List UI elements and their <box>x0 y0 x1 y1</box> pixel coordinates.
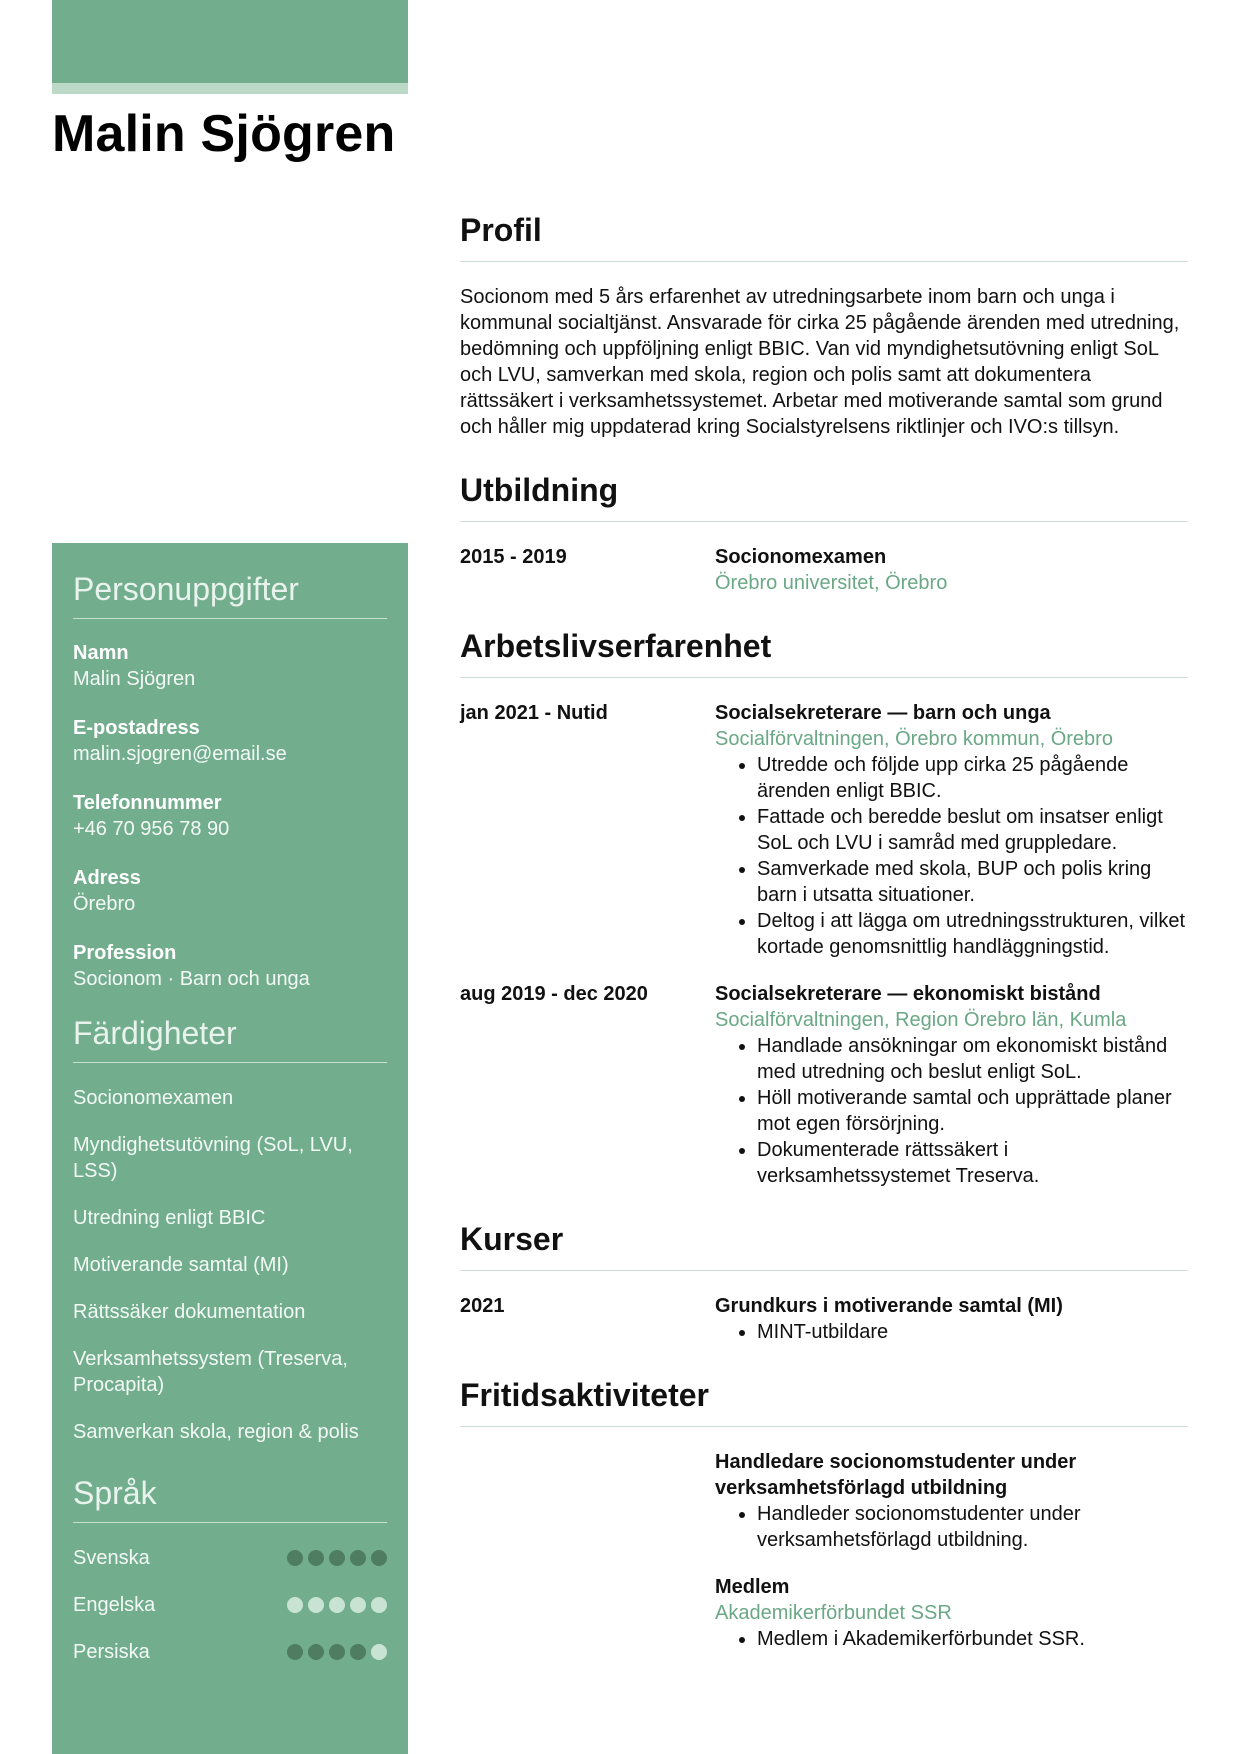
bullet-item: • Samverkade med skola, BUP och polis kring barn i utsatta situationer. <box>757 856 1188 908</box>
experience-section <box>460 628 1188 1189</box>
skill-item: Rättssäker dokumentation <box>73 1301 306 1323</box>
entry-content <box>715 700 1188 960</box>
personal-info-label: E-postadress <box>73 717 200 739</box>
personal-info-heading: Personuppgifter <box>73 571 387 619</box>
main-content <box>460 212 1188 1684</box>
entry <box>460 544 1188 596</box>
personal-info-email <box>73 715 387 767</box>
personal-info-list <box>73 640 387 992</box>
personal-info-label: Adress <box>73 867 141 889</box>
entry-subtitle: Socialförvaltningen, Region Örebro län, Kumla <box>715 1009 1127 1031</box>
skill-item: Samverkan skola, region & polis <box>73 1421 359 1443</box>
entry-bullets <box>715 1033 1188 1189</box>
bullet-item: • Handlade ansökningar om ekonomiskt bistånd med utredning och beslut enligt SoL. <box>757 1033 1188 1085</box>
language-row <box>73 1545 387 1571</box>
experience-entries <box>460 700 1188 1189</box>
section-title: Arbetslivserfarenhet <box>460 628 1188 678</box>
activities-section <box>460 1377 1188 1652</box>
bullet-item: • Handleder socionomstudenter under verksamhetsförlagd utbildning. <box>757 1501 1188 1553</box>
entry-date: 2021 <box>460 1295 505 1317</box>
entry-date: jan 2021 - Nutid <box>460 702 608 724</box>
profession-value: Socionom · Barn och unga <box>73 968 310 990</box>
entry-title: Grundkurs i motiverande samtal (MI) <box>715 1295 1063 1317</box>
email-link[interactable]: malin.sjogren@email.se <box>73 743 287 765</box>
section-title: Fritidsaktiviteter <box>460 1377 1188 1427</box>
entry-date: 2015 - 2019 <box>460 546 567 568</box>
entry-bullets <box>715 1319 1188 1345</box>
entry-content <box>715 1574 1188 1652</box>
bullet-item: • Höll motiverande samtal och upprättade planer mot egen försörjning. <box>757 1085 1188 1137</box>
personal-info-profession <box>73 940 387 992</box>
entry-subtitle: Akademikerförbundet SSR <box>715 1602 952 1624</box>
language-name: Svenska <box>73 1546 150 1569</box>
skill-item: Verksamhetssystem (Treserva, Procapita) <box>73 1348 348 1396</box>
level-dot <box>308 1644 324 1660</box>
entry-subtitle: Örebro universitet, Örebro <box>715 572 948 594</box>
entry-title: Handledare socionomstudenter under verksamhetsförlagd utbildning <box>715 1451 1077 1499</box>
level-dot <box>350 1597 366 1613</box>
entry-title: Socialsekreterare — ekonomiskt bistånd <box>715 983 1101 1005</box>
entry <box>460 1574 1188 1652</box>
entry-bullets <box>715 752 1188 960</box>
header-accent-strip <box>52 83 408 94</box>
personal-info-name <box>73 640 387 692</box>
language-level-dots <box>287 1597 387 1613</box>
skill-item: Socionomexamen <box>73 1087 234 1109</box>
bullet-item: • Medlem i Akademikerförbundet SSR. <box>757 1626 1188 1652</box>
entry-date <box>460 1449 715 1553</box>
skill-item: Myndighetsutövning (SoL, LVU, LSS) <box>73 1134 353 1182</box>
language-row <box>73 1639 387 1665</box>
skills-list <box>73 1085 387 1445</box>
level-dot <box>371 1644 387 1660</box>
personal-info-label: Telefonnummer <box>73 792 222 814</box>
bullet-item: • Dokumenterade rättssäkert i verksamhetssystemet Treserva. <box>757 1137 1188 1189</box>
level-dot <box>308 1597 324 1613</box>
language-row <box>73 1592 387 1618</box>
entry-bullets <box>715 1626 1188 1652</box>
skills-heading: Färdigheter <box>73 1015 387 1063</box>
languages-list <box>73 1545 387 1665</box>
education-entries <box>460 544 1188 596</box>
language-name: Persiska <box>73 1640 150 1663</box>
level-dot <box>329 1597 345 1613</box>
level-dot <box>350 1644 366 1660</box>
entry-content <box>715 544 1188 596</box>
candidate-name: Malin Sjögren <box>52 105 396 163</box>
language-level-dots <box>287 1550 387 1566</box>
courses-entries <box>460 1293 1188 1345</box>
level-dot <box>350 1550 366 1566</box>
entry <box>460 1449 1188 1553</box>
header-accent-bar <box>52 0 408 83</box>
section-title: Kurser <box>460 1221 1188 1271</box>
section-title: Profil <box>460 212 1188 262</box>
personal-info-label: Namn <box>73 642 129 664</box>
bullet-item: • MINT-utbildare <box>757 1319 1188 1345</box>
personal-info-phone <box>73 790 387 842</box>
entry-content <box>715 1449 1188 1553</box>
courses-section <box>460 1221 1188 1345</box>
level-dot <box>308 1550 324 1566</box>
bullet-item: • Utredde och följde upp cirka 25 pågående ärenden enligt BBIC. <box>757 752 1188 804</box>
skill-item: Motiverande samtal (MI) <box>73 1254 289 1276</box>
skill-item: Utredning enligt BBIC <box>73 1207 266 1229</box>
language-level-dots <box>287 1644 387 1660</box>
entry <box>460 1293 1188 1345</box>
entry-subtitle: Socialförvaltningen, Örebro kommun, Örebro <box>715 728 1113 750</box>
level-dot <box>287 1644 303 1660</box>
personal-info-address <box>73 865 387 917</box>
entry-title: Socionomexamen <box>715 546 887 568</box>
entry-bullets <box>715 1501 1188 1553</box>
language-name: Engelska <box>73 1593 156 1616</box>
bullet-item: • Deltog i att lägga om utredningsstrukturen, vilket kortade genomsnittlig handläggningstid. <box>757 908 1188 960</box>
phone-value: +46 70 956 78 90 <box>73 818 230 840</box>
personal-info-value: Malin Sjögren <box>73 668 196 690</box>
entry-date <box>460 1574 715 1652</box>
level-dot <box>287 1597 303 1613</box>
activities-entries <box>460 1449 1188 1652</box>
entry <box>460 981 1188 1189</box>
level-dot <box>287 1550 303 1566</box>
profile-section <box>460 212 1188 440</box>
entry-content <box>715 1293 1188 1345</box>
entry-title: Medlem <box>715 1576 790 1598</box>
entry-date: aug 2019 - dec 2020 <box>460 983 648 1005</box>
profile-text: Socionom med 5 års erfarenhet av utredningsarbete inom barn och unga i kommunal socialtjänst. Ansvarade för cirka 25 pågående ärenden med utredning, bedömning och uppföljning enligt BBIC. Van vid myndighetsutövning enligt SoL och LVU, samverkan med skola, region och polis samt att dokumentera rättssäkert i verksamhetssystemet. Arbetar med motiverande samtal som grund och håller mig uppdaterad kring Socialstyrelsens riktlinjer och IVO:s tillsyn. <box>460 286 1180 438</box>
entry <box>460 700 1188 960</box>
section-title: Utbildning <box>460 472 1188 522</box>
entry-title: Socialsekreterare — barn och unga <box>715 702 1051 724</box>
entry-content <box>715 981 1188 1189</box>
languages-heading: Språk <box>73 1475 387 1523</box>
level-dot <box>329 1644 345 1660</box>
education-section <box>460 472 1188 596</box>
level-dot <box>371 1597 387 1613</box>
address-value: Örebro <box>73 893 136 915</box>
personal-info-label: Profession <box>73 942 177 964</box>
sidebar <box>52 543 408 1754</box>
level-dot <box>371 1550 387 1566</box>
bullet-item: • Fattade och beredde beslut om insatser enligt SoL och LVU i samråd med gruppledare. <box>757 804 1188 856</box>
level-dot <box>329 1550 345 1566</box>
